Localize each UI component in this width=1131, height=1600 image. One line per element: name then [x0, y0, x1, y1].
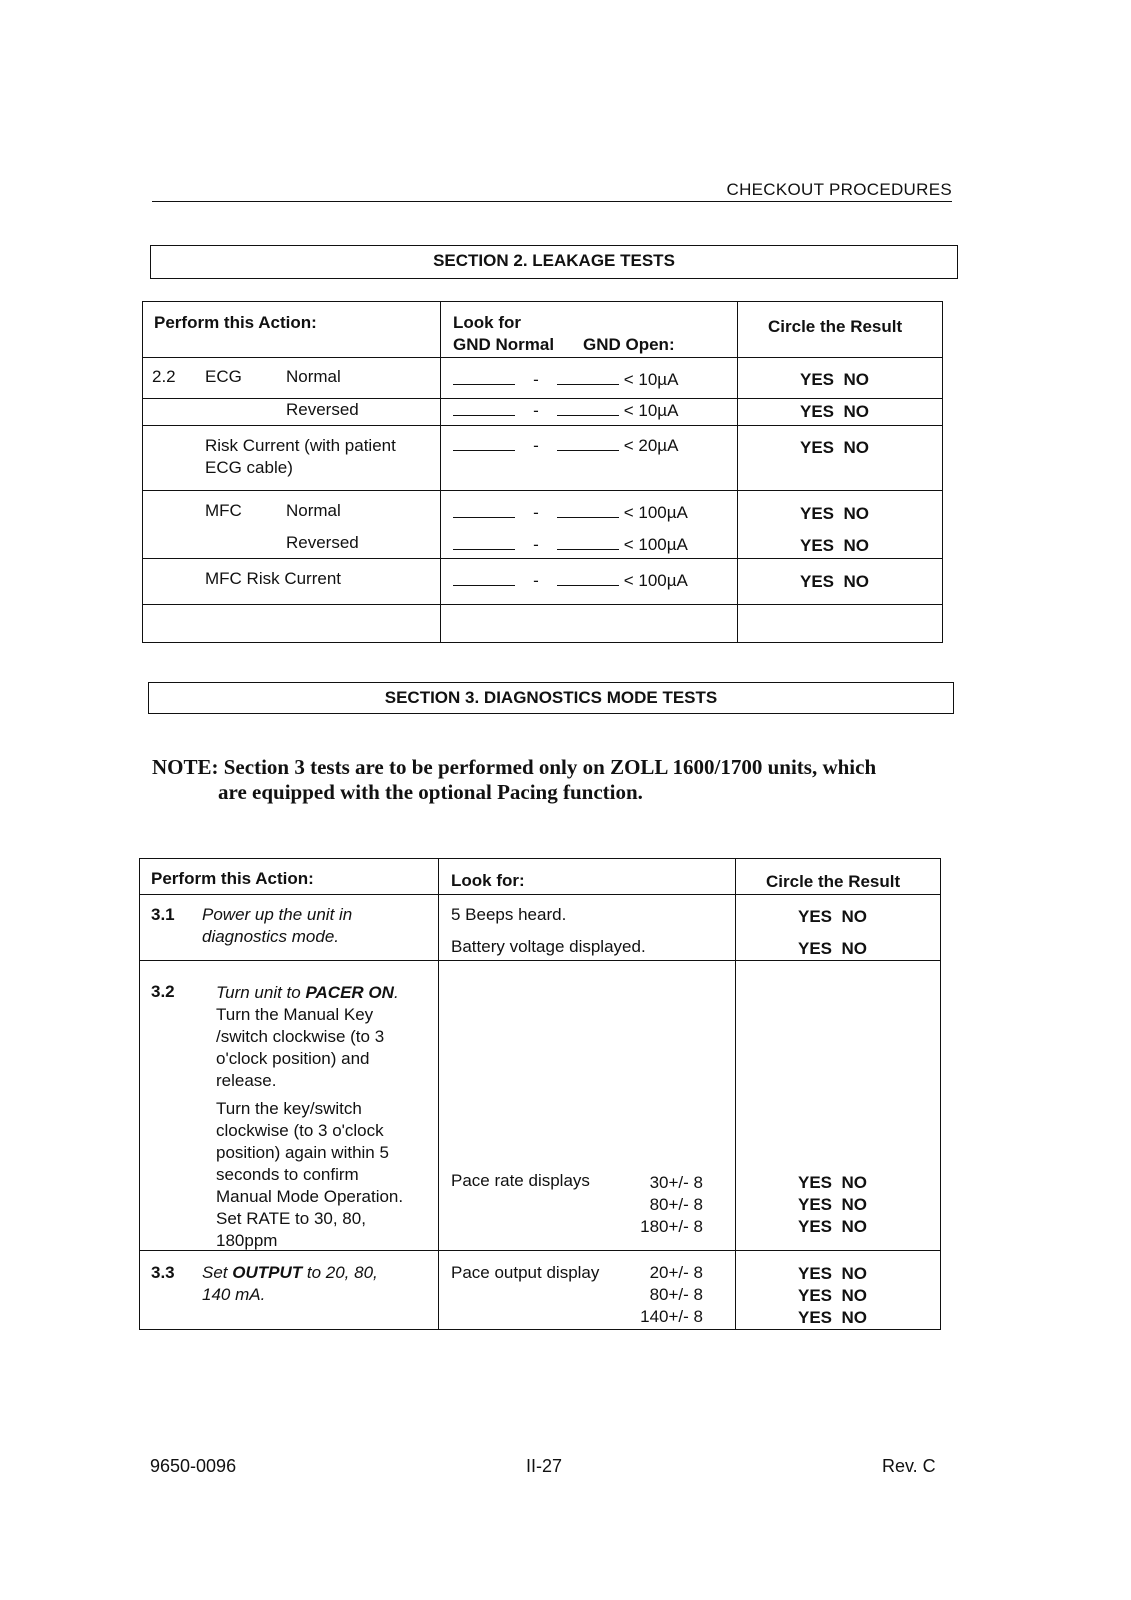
result-options[interactable]: YES NO: [798, 1173, 867, 1192]
table-row: [143, 358, 943, 426]
result-options[interactable]: YES NO: [798, 1286, 867, 1305]
mfc-label: MFC: [205, 501, 242, 520]
section3-title-box: [148, 682, 954, 714]
risk-current-label-2: ECG cable): [205, 458, 293, 477]
result-cell: [736, 1251, 941, 1330]
limit-value: < 100µA: [623, 535, 688, 554]
risk-current-label: Risk Current (with patient: [205, 436, 396, 455]
result-options[interactable]: YES NO: [798, 1217, 867, 1236]
table-header-row: [143, 302, 943, 358]
step-3-1-text-2: diagnostics mode.: [202, 927, 340, 946]
note-line-2: are equipped with the optional Pacing function.: [218, 780, 643, 804]
blank-field[interactable]: [453, 370, 515, 385]
pace-output-value: 20+/- 8: [649, 1263, 703, 1282]
step-number: 3.3: [151, 1263, 175, 1282]
look-cell: [441, 426, 738, 491]
instruction-line: position) again within 5: [216, 1143, 389, 1162]
look-cell: [439, 895, 736, 961]
row-divider: [441, 398, 737, 399]
col-result-label: Circle the Result: [766, 872, 901, 891]
blank-field[interactable]: [453, 401, 515, 416]
step-number: 3.1: [151, 905, 175, 924]
step-3-3-text-2: 140 mA.: [202, 1285, 266, 1304]
risk-current-measure: [453, 436, 678, 456]
pace-rate-value: 30+/- 8: [649, 1173, 703, 1192]
col-look-gnd-normal: GND Normal: [453, 335, 555, 354]
step-3-2-first-line: [216, 982, 431, 1004]
empty-cell: [738, 605, 943, 643]
mfc-reversed-label: Reversed: [286, 533, 359, 552]
dash: -: [533, 535, 539, 554]
header-action-cell: [143, 302, 441, 358]
ecg-normal-label: Normal: [286, 367, 341, 386]
running-header: CHECKOUT PROCEDURES: [726, 180, 952, 199]
header-result-cell: [738, 302, 943, 358]
section2-title-box: [150, 245, 958, 279]
table-row: [140, 961, 941, 1251]
ecg-label: ECG: [205, 367, 242, 386]
result-cell: [736, 895, 941, 961]
look-beeps: 5 Beeps heard.: [451, 905, 567, 924]
instruction-line: 180ppm: [216, 1231, 278, 1250]
limit-value: < 10µA: [623, 401, 679, 420]
result-options[interactable]: YES NO: [798, 1308, 867, 1327]
ecg-reversed-label: Reversed: [286, 400, 359, 419]
result-cell: [738, 559, 943, 605]
result-options[interactable]: YES NO: [800, 402, 869, 421]
pace-output-value: 140+/- 8: [640, 1307, 703, 1326]
look-pace-rate: Pace rate displays: [451, 1171, 590, 1190]
header-action-cell: [140, 859, 439, 895]
action-cell: [140, 1251, 439, 1330]
result-cell: [736, 961, 941, 1251]
ecg-reversed-measure: [453, 401, 678, 421]
blank-field[interactable]: [557, 571, 619, 586]
look-cell: [441, 491, 738, 559]
result-options[interactable]: YES NO: [800, 572, 869, 591]
action-cell: [143, 559, 441, 605]
look-cell: [441, 358, 738, 426]
ecg-normal-measure: [453, 370, 678, 390]
action-cell: [143, 358, 441, 426]
dash: -: [533, 436, 539, 455]
step-3-1-text: Power up the unit in: [202, 905, 353, 924]
dash: -: [533, 571, 539, 590]
result-options[interactable]: YES NO: [798, 1195, 867, 1214]
header-look-cell: [441, 302, 738, 358]
blank-field[interactable]: [557, 370, 619, 385]
table-row: [140, 1251, 941, 1330]
table-header-row: [140, 859, 941, 895]
header-look-cell: [439, 859, 736, 895]
mfc-normal-measure: [453, 503, 688, 523]
step-3-2-text: [216, 982, 431, 1252]
look-pace-output: Pace output display: [451, 1263, 600, 1282]
instruction-line: o'clock position) and: [216, 1049, 370, 1068]
empty-row: [143, 605, 943, 643]
col-look-label: Look for: [453, 313, 521, 332]
result-cell: [738, 491, 943, 559]
result-options[interactable]: YES NO: [800, 438, 869, 457]
note-line-1: NOTE: Section 3 tests are to be performed only on ZOLL 1600/1700 units, which: [152, 755, 877, 779]
header-rule: [152, 201, 952, 202]
result-options[interactable]: YES NO: [800, 504, 869, 523]
instruction-line: /switch clockwise (to 3: [216, 1027, 385, 1046]
dash: -: [533, 503, 539, 522]
col-look-label: Look for:: [451, 871, 525, 890]
dash: -: [533, 401, 539, 420]
limit-value: < 100µA: [623, 503, 688, 522]
instruction-line: release.: [216, 1071, 277, 1090]
mfc-reversed-measure: [453, 535, 688, 555]
dash: -: [533, 370, 539, 389]
result-options[interactable]: YES NO: [798, 907, 867, 926]
row-divider: [738, 398, 942, 399]
period-text: .: [393, 983, 399, 1002]
action-cell: [143, 491, 441, 559]
instruction-line: Turn the key/switch: [216, 1099, 362, 1118]
instruction-line: Manual Mode Operation.: [216, 1187, 404, 1206]
result-options[interactable]: YES NO: [800, 370, 869, 389]
table-row: [143, 426, 943, 491]
doc-number: 9650-0096: [150, 1456, 237, 1476]
result-cell: [738, 358, 943, 426]
leakage-tests-table: [142, 301, 943, 643]
mfc-risk-label: MFC Risk Current: [205, 569, 342, 588]
blank-field[interactable]: [557, 535, 619, 550]
section3-title: SECTION 3. DIAGNOSTICS MODE TESTS: [384, 688, 718, 707]
turn-text: Turn unit to: [216, 983, 306, 1002]
action-cell: [143, 426, 441, 491]
blank-field[interactable]: [557, 436, 619, 451]
table-row: [143, 491, 943, 559]
col-look-gnd-open: GND Open:: [583, 335, 675, 354]
row-divider: [143, 398, 440, 399]
pace-output-value: 80+/- 8: [649, 1285, 703, 1304]
instruction-line: Set RATE to 30, 80,: [216, 1209, 366, 1228]
header-result-cell: [736, 859, 941, 895]
result-cell: [738, 426, 943, 491]
pacer-on-text: PACER ON: [305, 983, 394, 1002]
col-result-label: Circle the Result: [768, 317, 903, 336]
look-battery: Battery voltage displayed.: [451, 937, 646, 956]
blank-field[interactable]: [453, 571, 515, 586]
action-cell: [140, 961, 439, 1251]
blank-field[interactable]: [453, 503, 515, 518]
diagnostics-tests-table: [139, 858, 941, 1330]
col-action-label: Perform this Action:: [154, 313, 317, 332]
blank-field[interactable]: [557, 401, 619, 416]
table-row: [140, 895, 941, 961]
limit-value: < 10µA: [623, 370, 679, 389]
section2-title: SECTION 2. LEAKAGE TESTS: [433, 251, 675, 270]
blank-field[interactable]: [453, 436, 515, 451]
look-cell: [439, 961, 736, 1251]
pace-rate-value: 180+/- 8: [640, 1217, 703, 1236]
result-options[interactable]: YES NO: [798, 1264, 867, 1283]
instruction-line: clockwise (to 3 o'clock: [216, 1121, 384, 1140]
empty-cell: [441, 605, 738, 643]
empty-cell: [143, 605, 441, 643]
pace-rate-value: 80+/- 8: [649, 1195, 703, 1214]
table-row: [143, 559, 943, 605]
mfc-risk-measure: [453, 571, 688, 591]
look-cell: [439, 1251, 736, 1330]
look-cell: [441, 559, 738, 605]
blank-field[interactable]: [453, 535, 515, 550]
result-options[interactable]: YES NO: [800, 536, 869, 555]
revision: Rev. C: [882, 1456, 936, 1476]
page-number: II-27: [526, 1456, 563, 1476]
result-options[interactable]: YES NO: [798, 939, 867, 958]
col-action-label: Perform this Action:: [151, 869, 314, 888]
limit-value: < 20µA: [623, 436, 679, 455]
mfc-normal-label: Normal: [286, 501, 341, 520]
action-cell: [140, 895, 439, 961]
step-number: 3.2: [151, 982, 175, 1001]
step-number: 2.2: [152, 367, 176, 386]
limit-value: < 100µA: [623, 571, 688, 590]
instruction-line: Turn the Manual Key: [216, 1005, 374, 1024]
blank-field[interactable]: [557, 503, 619, 518]
step-3-3-text: Set OUTPUT to 20, 80,: [202, 1263, 378, 1282]
instruction-line: seconds to confirm: [216, 1165, 359, 1184]
